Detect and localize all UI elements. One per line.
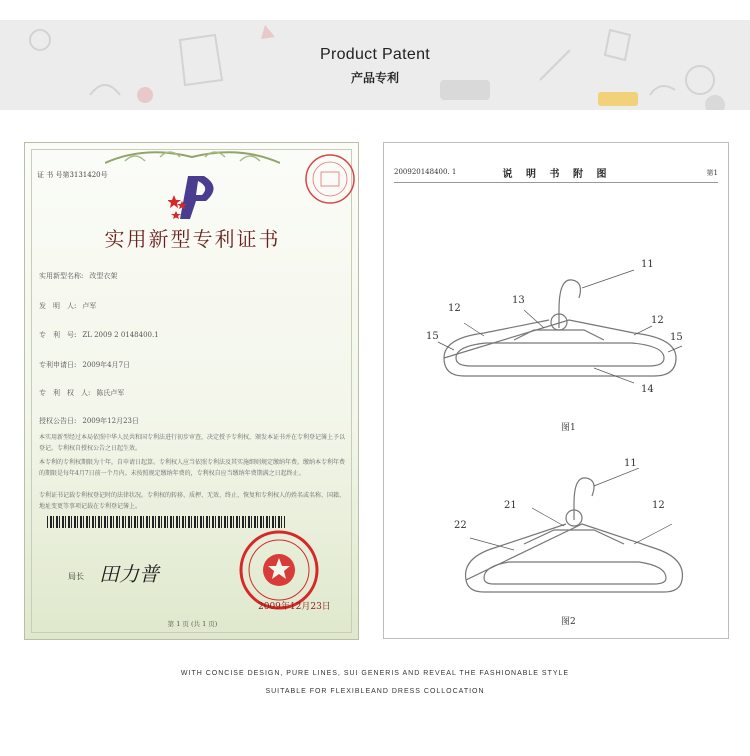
page-subtitle: 产品专利 (350, 71, 399, 85)
hanger-figure-1 (424, 258, 694, 398)
red-seal-stamp-top (303, 152, 357, 206)
drawing-doc-number: 200920148400. 1 (394, 168, 457, 176)
certificate-page-number: 第 1 页 (共 1 页) (167, 620, 218, 628)
callout-label: 22 (454, 520, 467, 531)
figure-2-caption: 图2 (561, 617, 576, 627)
field-patent-number: 专 利 号: ZL 2009 2 0148400.1 (39, 331, 159, 339)
drawing-header-rule (394, 182, 718, 183)
callout-label: 14 (641, 384, 654, 395)
callout-label: 11 (624, 458, 637, 469)
callout-label: 15 (426, 331, 439, 342)
callout-label: 12 (652, 500, 665, 511)
footer-line-1: WITH CONCISE DESIGN, PURE LINES, SUI GENERIS AND REVEAL THE FASHIONABLE STYLE (180, 670, 570, 677)
callout-label: 15 (670, 332, 683, 343)
patent-office-emblem (168, 171, 226, 221)
decorative-doodles (0, 20, 750, 110)
barcode (47, 516, 285, 528)
director-signature: 田力普 (99, 562, 159, 586)
certificate-title: 实用新型专利证书 (104, 227, 281, 251)
field-inventor: 发 明 人: 卢军 (39, 302, 97, 310)
seal-date: 2009年12月23日 (258, 602, 331, 612)
header-banner (0, 20, 750, 110)
callout-label: 12 (448, 303, 461, 314)
field-grant-date: 授权公告日: 2009年12月23日 (39, 417, 139, 425)
certificate-ornament (105, 143, 280, 167)
hanger-figure-2 (454, 468, 694, 598)
field-application-date: 专利申请日: 2009年4月7日 (39, 361, 131, 369)
field-patentee: 专 利 权 人: 陈氏卢军 (39, 389, 125, 397)
certificate-paragraph: 专利证书记载专利权登记时的法律状况。专利权的转移、质押、无效、终止、恢复和专利权人的姓名或名称、国籍、地址变更等事项记载在专利登记簿上。 (39, 492, 346, 510)
callout-label: 21 (504, 500, 517, 511)
certificate-paragraph: 本专利的专利权期限为十年，自申请日起算。专利权人应当依照专利法及其实施细则规定缴纳年费。缴纳本专利年费的期限是每年4月7日前一个月内。未按照规定缴纳年费的，专利权自应当缴纳年费期满之日起终止。 (39, 459, 346, 477)
patent-drawing-sheet (383, 142, 729, 639)
figure-1-caption: 图1 (561, 423, 576, 433)
certificate-paragraph: 本实用新型经过本局依照中华人民共和国专利法进行初步审查，决定授予专利权，颁发本证书并在专利登记簿上予以登记。专利权自授权公告之日起生效。 (39, 434, 346, 452)
certificate-number: 证 书 号第3131420号 (37, 171, 108, 179)
drawing-title: 说 明 书 附 图 (502, 169, 612, 180)
callout-label: 13 (512, 295, 525, 306)
callout-label: 12 (651, 315, 664, 326)
drawing-page-number: 第1 (706, 169, 718, 177)
field-utility-model-name: 实用新型名称: 改型衣架 (39, 272, 118, 280)
footer-line-2: SUITABLE FOR FLEXIBLEAND DRESS COLLOCATION (265, 688, 485, 695)
callout-label: 11 (641, 259, 654, 270)
patent-certificate (24, 142, 359, 640)
director-label: 局长 (68, 572, 84, 581)
page-title: Product Patent (319, 46, 431, 63)
